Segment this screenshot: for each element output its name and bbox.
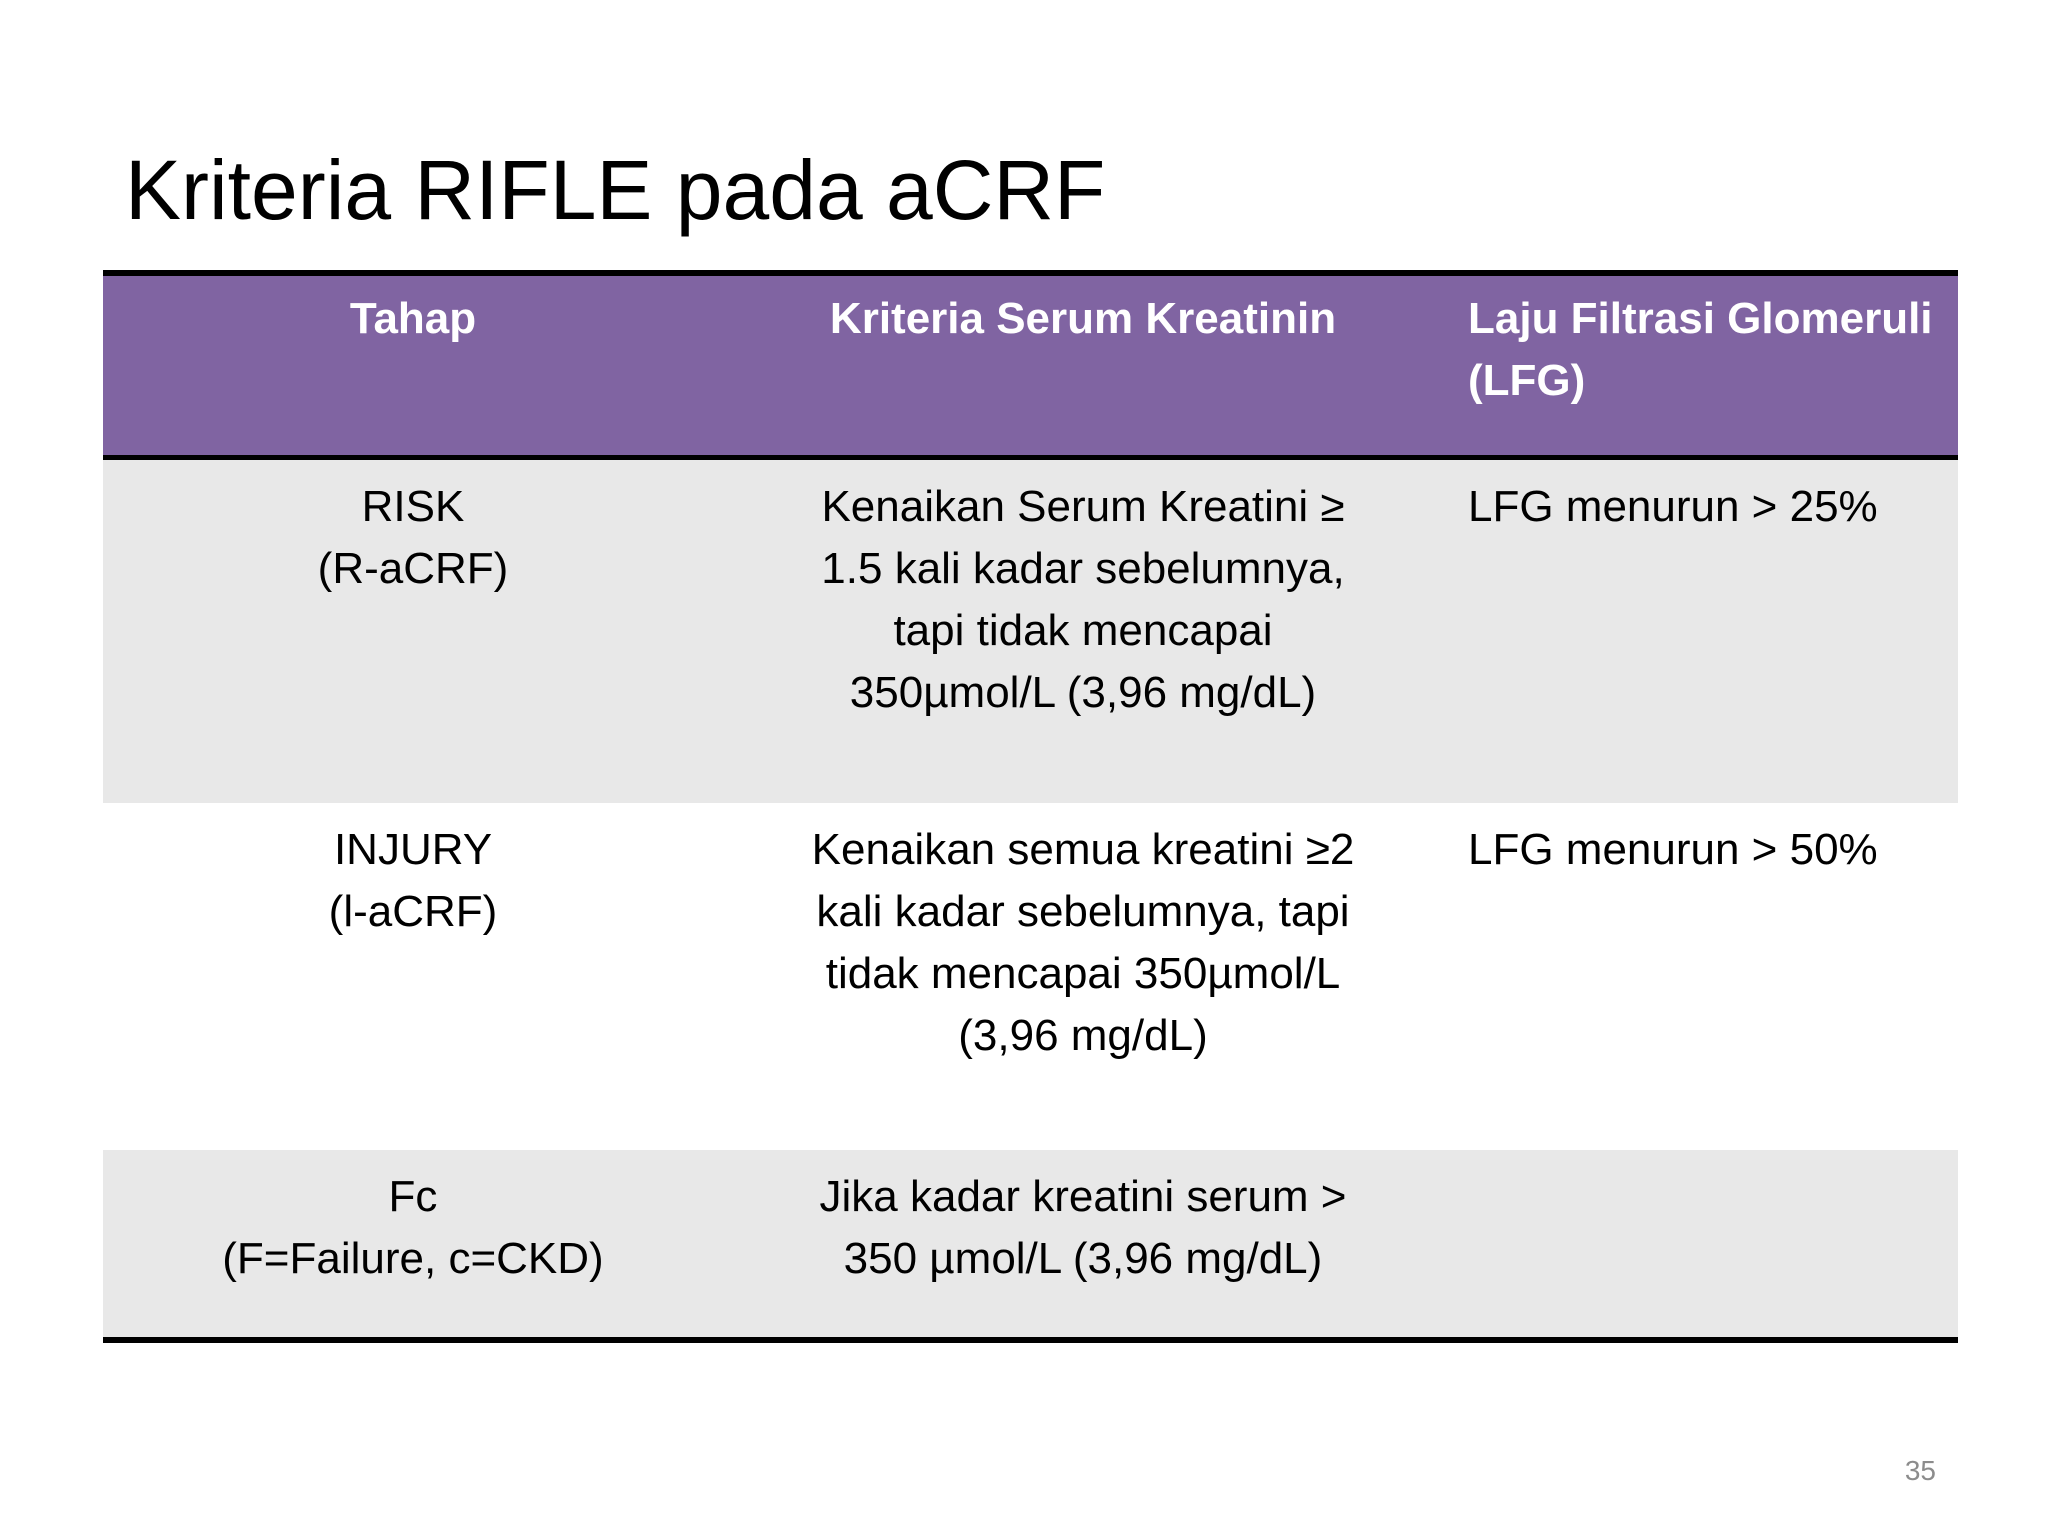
gfr-cell: LFG menurun > 50%	[1468, 825, 1878, 874]
rifle-criteria-table	[103, 270, 1958, 1343]
stage-cell: RISK (R-aCRF)	[317, 482, 509, 593]
table-row-injury	[103, 803, 1958, 1150]
table-row-failure	[103, 1150, 1958, 1337]
creatinine-cell: Jika kadar kreatini serum > 350 µmol/L (3,96 mg/dL)	[819, 1172, 1347, 1283]
table-row-risk	[103, 460, 1958, 803]
gfr-cell: LFG menurun > 25%	[1468, 482, 1878, 531]
header-gfr: Laju Filtrasi Glomeruli (LFG)	[1468, 294, 1933, 405]
gfr-cell	[1433, 1150, 1958, 1337]
creatinine-cell: Kenaikan semua kreatini ≥2 kali kadar sebelumnya, tapi tidak mencapai 350µmol/L (3,96 mg/dL)	[811, 825, 1355, 1060]
stage-cell: Fc (F=Failure, c=CKD)	[222, 1172, 604, 1283]
creatinine-cell: Kenaikan Serum Kreatini ≥ 1.5 kali kadar sebelumnya, tapi tidak mencapai 350µmol/L (3,96 mg/dL)	[821, 482, 1345, 717]
stage-cell: INJURY (l-aCRF)	[328, 825, 498, 936]
table-header-row	[103, 276, 1958, 460]
header-creatinine-criteria: Kriteria Serum Kreatinin	[829, 294, 1337, 343]
slide-title: Kriteria RIFLE pada aCRF	[125, 143, 1106, 237]
header-stage: Tahap	[349, 294, 477, 343]
page-number: 35	[1904, 1455, 1936, 1486]
